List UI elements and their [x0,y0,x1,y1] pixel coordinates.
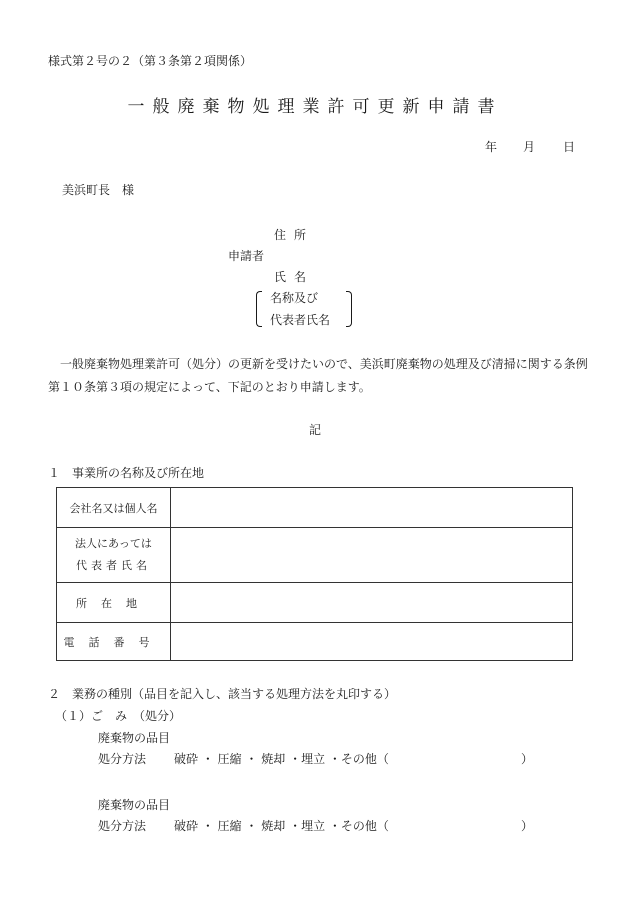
company-name-field[interactable] [171,488,573,528]
disposal-method-options[interactable]: 破砕 ・ 圧縮 ・ 焼却 ・埋立 ・その他（ [174,819,389,833]
business-info-table [56,487,573,661]
section2-sub1: （１）ご み （処分） [55,709,182,723]
form-id: 様式第２号の２（第３条第２項関係） [48,54,253,68]
location-field[interactable] [171,583,573,623]
date-year: 年 [485,140,498,154]
table-row [57,583,573,623]
close-paren: ） [521,819,534,833]
location-label: 所在地 [57,583,171,623]
company-name-label: 会社名又は個人名 [57,488,171,528]
waste-item-label: 廃棄物の品目 [98,798,171,812]
disposal-method-label: 処分方法 [98,819,147,833]
bracket-line2: 代表者氏名 [270,313,331,327]
disposal-method-options[interactable]: 破砕 ・ 圧縮 ・ 焼却 ・埋立 ・その他（ [174,752,389,766]
phone-label: 電話番号 [57,623,171,661]
section2-heading: ２ 業務の種別（品目を記入し、該当する処理方法を丸印する） [48,687,397,701]
name-label: 氏名 [274,270,315,284]
representative-label-line2: 代表者氏名 [76,559,151,572]
phone-field[interactable] [171,623,573,661]
representative-field[interactable] [171,528,573,583]
representative-label-line1: 法人にあっては [75,537,152,550]
recipient: 美浜町長 様 [62,183,135,197]
date-month: 月 [523,140,536,154]
bracket-right [346,291,352,327]
section1-heading: １ 事業所の名称及び所在地 [48,466,205,480]
close-paren: ） [521,752,534,766]
page-title: 一般廃棄物処理業許可更新申請書 [127,97,503,117]
ki-label: 記 [308,423,321,437]
bracket-left [256,291,262,327]
representative-bracket [256,289,352,329]
applicant-label: 申請者 [228,249,265,263]
table-row [57,528,573,583]
disposal-method-label: 処分方法 [98,752,147,766]
address-label: 住所 [274,228,315,242]
application-statement: 一般廃棄物処理業許可（処分）の更新を受けたいので、美浜町廃棄物の処理及び清掃に関する条例第１０条第３項の規定によって、下記のとおり申請します。 [48,357,588,394]
bracket-line1: 名称及び [270,291,319,305]
representative-label [57,528,171,583]
table-row [57,488,573,528]
waste-item-label: 廃棄物の品目 [98,731,171,745]
date-day: 日 [563,140,576,154]
table-row [57,623,573,661]
